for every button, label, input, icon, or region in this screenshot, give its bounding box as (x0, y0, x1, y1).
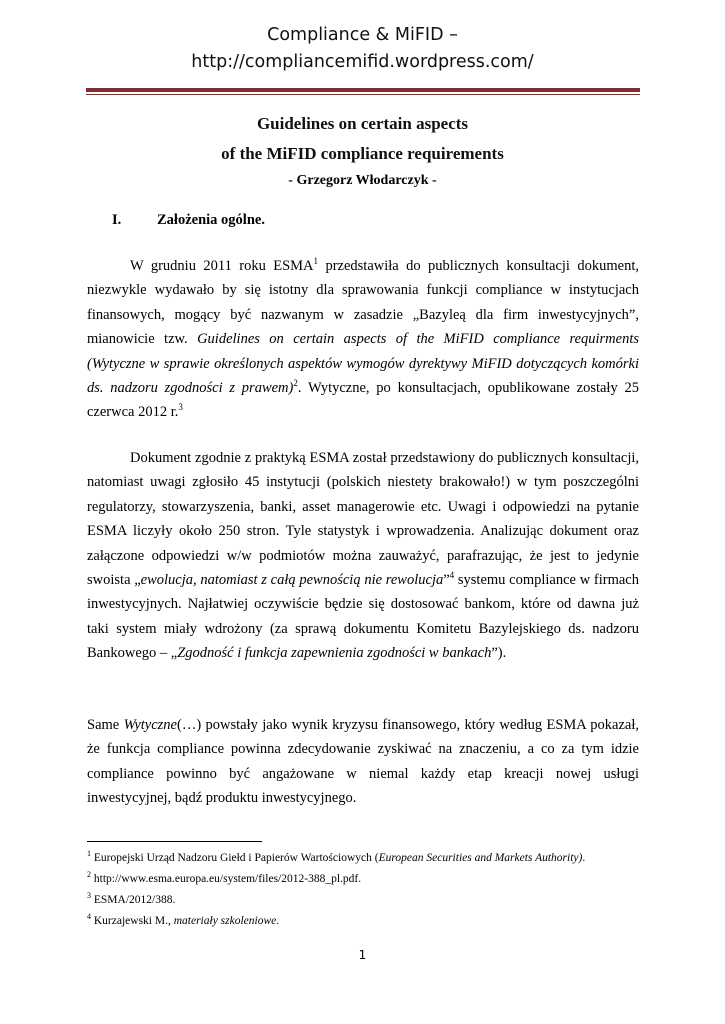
footnotes (87, 848, 647, 932)
footnote-tail: . (276, 915, 280, 927)
footnote-ref-4: 4 (449, 570, 455, 581)
p1-text-b: przedstawiła do publicznych konsultacji dokument, niezwykle wydawało by się istotny dla sprawowania funkcji compliance w instytucjach finansowych, mogący być nazwanym w zasadzie „Bazyleą dla firm inwestycyjnych”, mianowicie tzw. (87, 258, 639, 348)
footnote (87, 848, 647, 869)
footnote-number: 4 (87, 912, 91, 922)
footnote-ref-2: 2 (293, 378, 298, 389)
p2-text-d: ”). (491, 645, 507, 662)
footnote (87, 869, 647, 890)
section-heading (112, 212, 265, 229)
footnote-link[interactable]: http://www.esma.europa.eu/system/files/2012-388_pl.pdf. (91, 873, 362, 885)
paragraph-2 (87, 446, 639, 666)
footnote-ref-1: 1 (313, 256, 319, 267)
footnote-tail: . (582, 852, 586, 864)
p3-text-a: Same (87, 717, 124, 733)
p2-italic-1: ewolucja, natomiast z całą pewnością nie rewolucja (140, 572, 444, 589)
footnote-number: 2 (87, 870, 91, 880)
p3-italic: Wytyczne (123, 717, 177, 733)
header-rule-thin (86, 94, 640, 95)
paragraph-3 (87, 713, 639, 811)
p1-text-c: . Wytyczne, po konsultacjach, opublikowane zostały 25 czerwca 2012 r. (87, 380, 639, 421)
page-header (0, 22, 725, 76)
header-url: http://compliancemifid.wordpress.com/ (191, 52, 534, 72)
section-title: Założenia ogólne. (157, 212, 265, 228)
p2-text-c: systemu compliance w firmach inwestycyjnych. Najłatwiej oczywiście będzie się dostosować bankom, które od dawna już taki system miały wdrożony (za sprawą dokumentu Komitetu Bazylejskiego ds. nadzoru Bankowego – „ (87, 572, 639, 662)
p3-text-b: (…) powstały jako wynik kryzysu finansowego, który według ESMA pokazał, że funkcja compliance powinna zdecydowanie zyskiwać na znaczeniu, a co za tym idzie compliance powinno być angażowane w niemal każdy etap kreacji nowej usługi inwestycyjnej, bądź produktu inwestycyjnego. (87, 717, 640, 807)
page-number: 1 (358, 948, 367, 962)
p2-text-b: ” (443, 572, 450, 589)
paragraph-1 (87, 254, 639, 425)
footnote (87, 890, 647, 911)
footnote-italic: European Securities and Markets Authority) (378, 852, 583, 864)
p2-text-a: Dokument zgodnie z praktyką ESMA został przedstawiony do publicznych konsultacji, natomiast uwagi zgłosiło 45 instytucji (polskich niestety brakowało!) w tym poszczególni regulatorzy, stowarzyszenia, banki, asset managerowie etc. Uwagi i odpowiedzi na pytanie ESMA liczyły około 250 stron. Tyle statystyk i wprowadzenia. Analizując dokument oraz załączone odpowiedzi w/w podmiotów można zauważyć, parafrazując, że jest to jedynie swoista „ (87, 450, 639, 589)
document-title-line-2: of the MiFID compliance requirements (221, 144, 504, 163)
header-title: Compliance & MiFID – (267, 25, 458, 45)
section-number: I. (112, 212, 122, 228)
footnote-number: 1 (87, 849, 91, 859)
document-title-line-1: Guidelines on certain aspects (256, 114, 469, 133)
footnote-ref-3: 3 (178, 402, 183, 413)
author: - Grzegorz Włodarczyk - (288, 173, 437, 188)
footnote-italic: materiały szkoleniowe (173, 915, 277, 927)
p1-text-a: W grudniu 2011 roku ESMA (130, 258, 314, 274)
p2-italic-2: Zgodność i funkcja zapewnienia zgodności w bankach (177, 645, 492, 662)
footnote-text: Europejski Urząd Nadzoru Giełd i Papierów Wartościowych ( (91, 852, 379, 864)
p1-italic: Guidelines on certain aspects of the MiFID compliance requirments (Wytyczne w sprawie określonych aspektów wymogów dyrektywy MiFID dotyczących komórki ds. nadzoru zgodności z prawem) (87, 331, 640, 397)
footnote (87, 911, 647, 932)
footnote-text: Kurzajewski M., (91, 915, 174, 927)
footnote-text: ESMA/2012/388. (91, 894, 176, 906)
footnote-number: 3 (87, 891, 91, 901)
footnote-separator (87, 841, 262, 842)
header-rule-thick (86, 88, 640, 92)
